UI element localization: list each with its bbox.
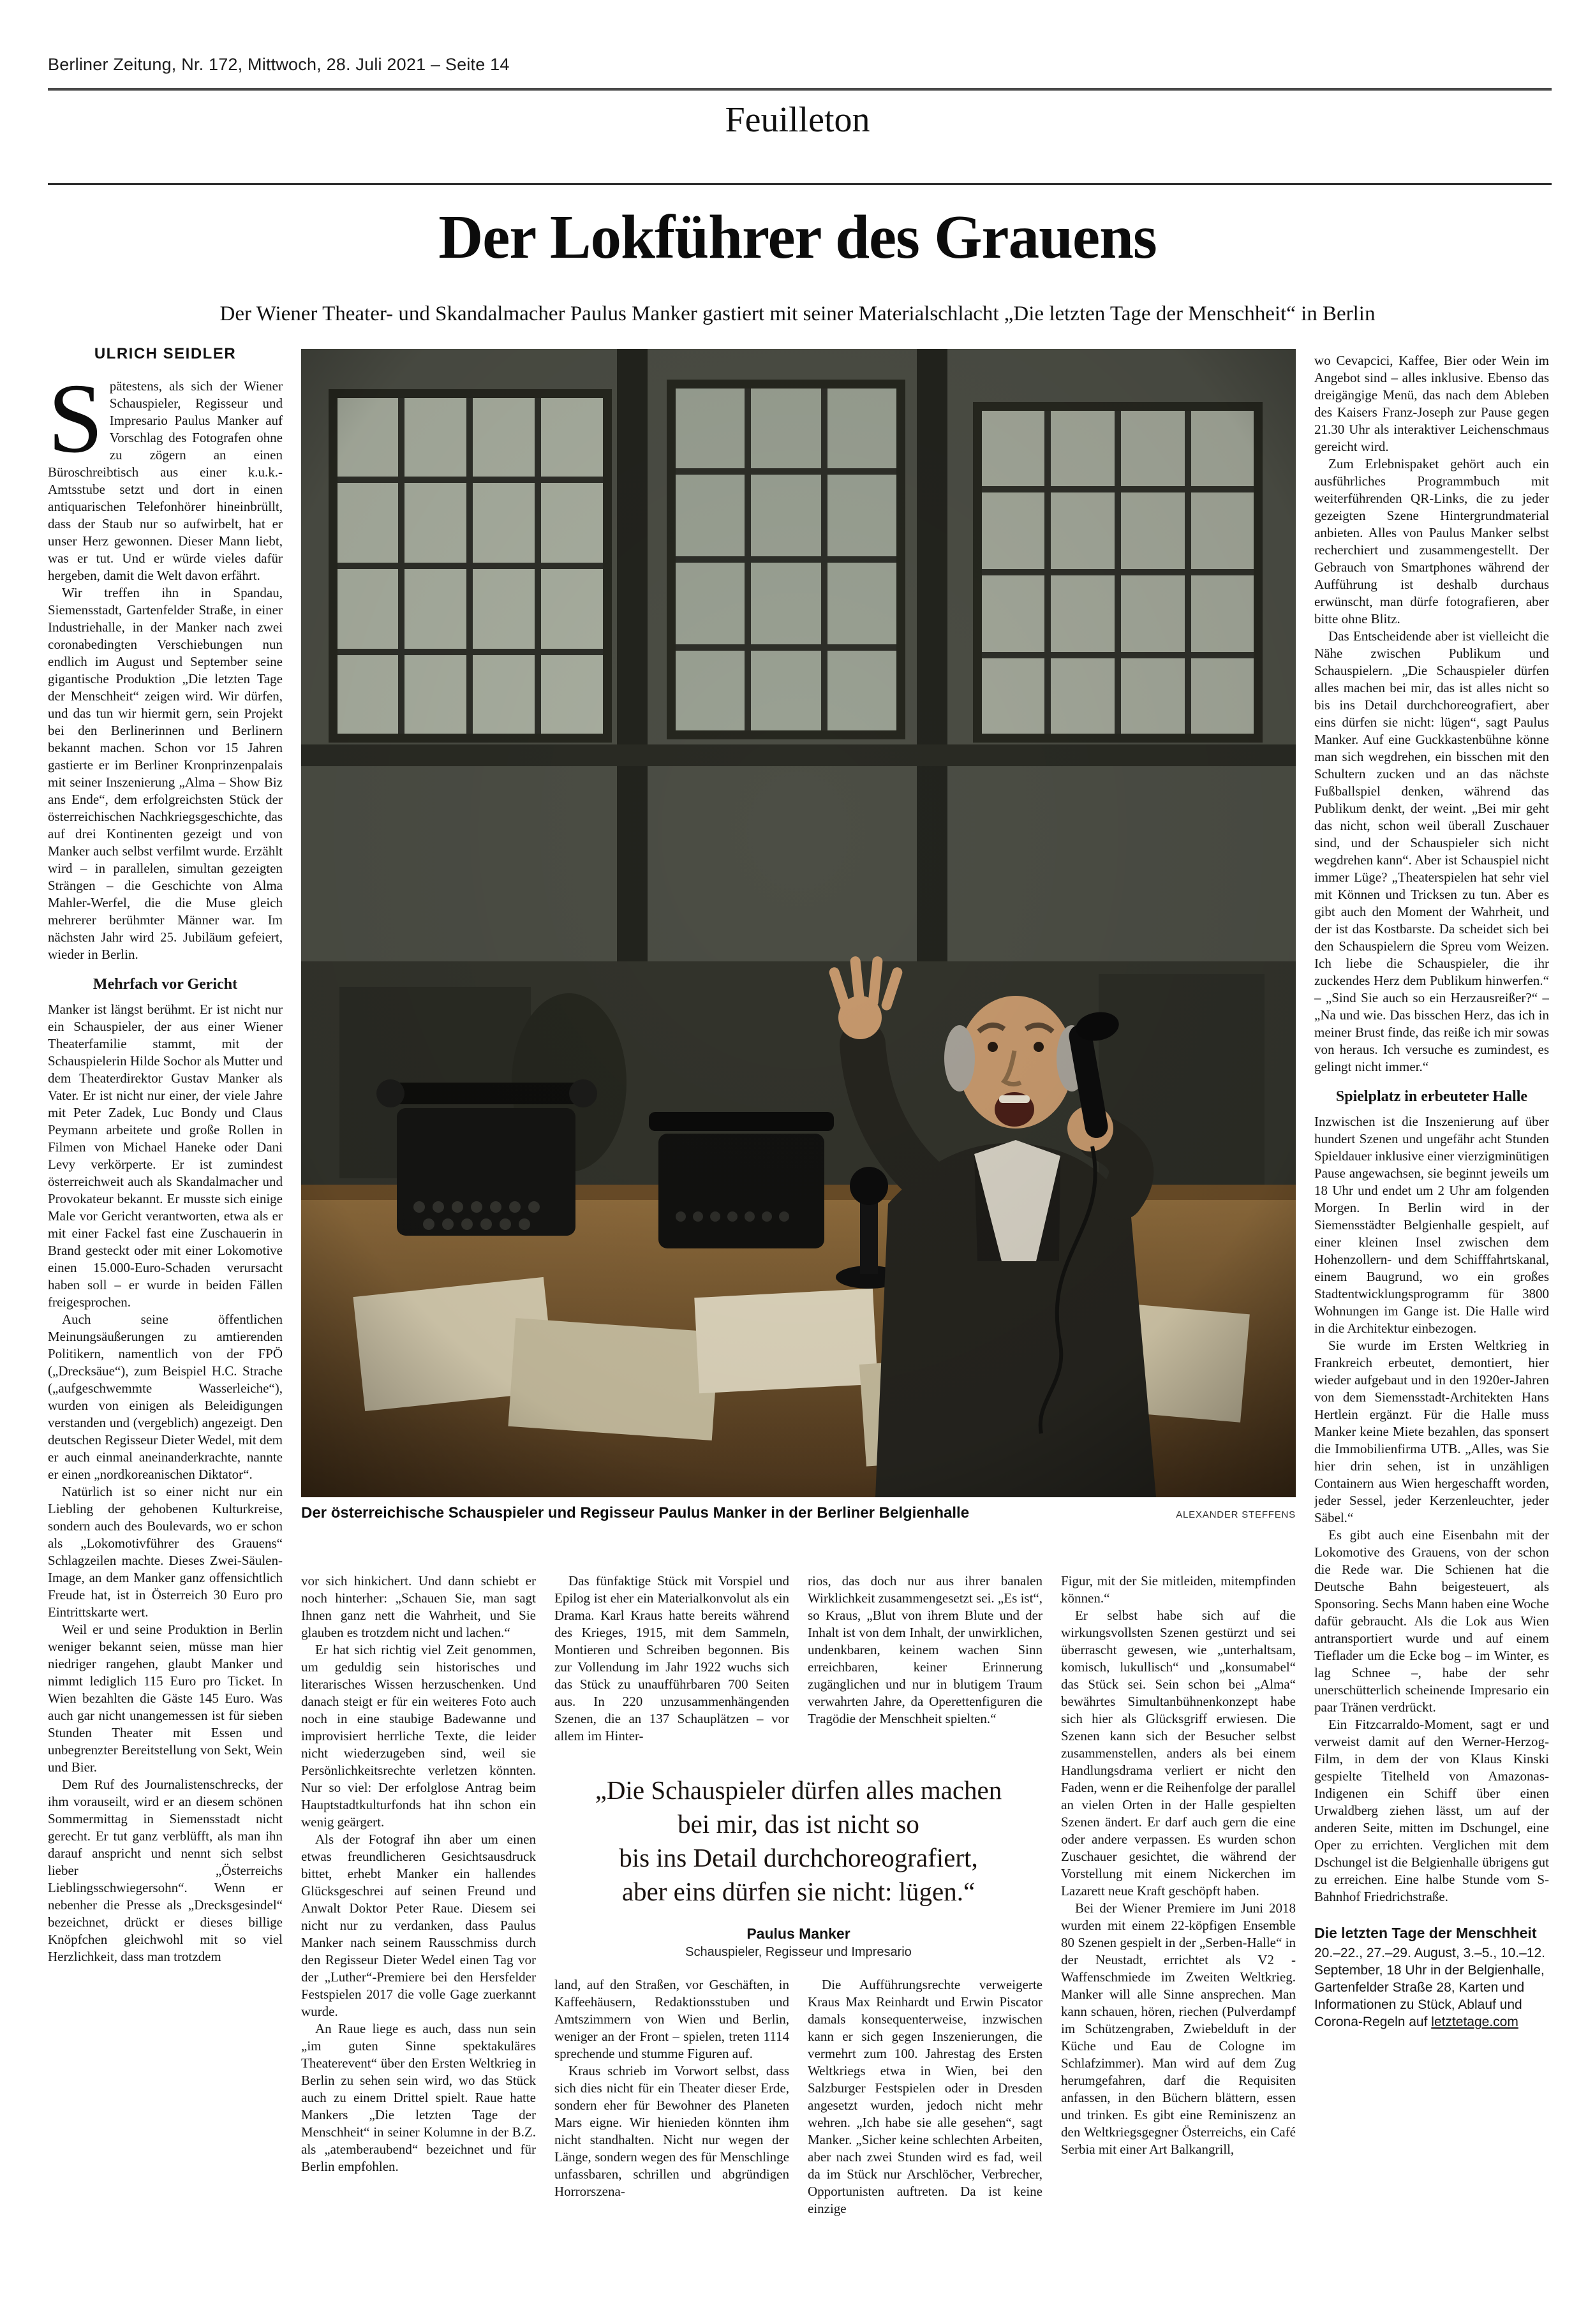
article-column-1 <box>48 378 283 2295</box>
article-headline: Der Lokführer des Grauens <box>438 203 1157 271</box>
paragraph: Sie wurde im Ersten Weltkrieg in Frankreich erbeutet, demontiert, hier wieder aufgebaut und in den 1920er-Jahren von dem Siemensstadt-Architekten Hans Hertlein ergänzt. Für die Halle muss Manker keine Miete bezahlen, das sponsert die Immobilienfirma UTB. „Alles, was Sie hier drin sehen, ist in unzähligen Containern aus Wien hergeschafft worden, jeder Sessel, jeder Kerzenleuchter, jeder Säbel.“ <box>1314 1338 1549 1525</box>
drop-cap: S <box>48 378 103 473</box>
paragraph: Kraus schrieb im Vorwort selbst, dass sich dies nicht für ein Theater dieser Erde, sondern eher für Bewohner des Planeten Mars eigne. Wir hienieden könnten ihm nicht standhalten. Nicht nur wegen der Länge, sondern wegen des für Menschlinge unfassbaren, schrillen und abgründigen Horrorszena- <box>554 2063 789 2199</box>
article-column-2 <box>301 1573 536 2297</box>
paragraph: Das fünfaktige Stück mit Vorspiel und Epilog ist eher ein Materialkonvolut als ein Drama. Karl Kraus hatte bereits während des Krieges, 1915, mit dem Sammeln, Montieren und Schreiben begonnen. Bis zur Vollendung im Jahr 1922 wuchs sich das Stück zu unaufführbaren 700 Seiten aus. In 220 unzusammenhängenden Szenen, die an 137 Schauplätzen – vor allem im Hinter- <box>554 1573 789 1743</box>
paragraph: Die Aufführungsrechte verweigerte Kraus Max Reinhardt und Erwin Piscator damals konsequenterweise, inzwischen kann er sich gegen Inszenierungen, die vermehrt zum 100. Jahrestag des Ersten Weltkriegs etwa in Wien, bei den Salzburger Festspielen oder in Dresden angesetzt wurden, jedoch nicht mehr wehren. „Ich habe sie alle gesehen“, sagt Manker. „Sicher keine schlechten Arbeiten, aber nach zwei Stunden wird es fad, weil da im Stück nur Arschlöcher, Verbrecher, Opportunisten auftreten. Da ist keine einzige <box>808 1977 1042 2216</box>
paragraph: Auch seine öffentlichen Meinungsäußerungen zu amtierenden Politikern, namentlich von der FPÖ („Drecksäue“), zum Beispiel H.C. Strache („aufgeschwemmte Wasserleiche“), wurden von einigen als Beleidigungen verstanden und (vergeblich) angezeigt. Den deutschen Regisseur Dieter Wedel, mit dem er auch einmal aneinanderkrachte, nannte er einen „nordkoreanischen Diktator“. <box>48 1312 283 1482</box>
column-subhead: Mehrfach vor Gericht <box>93 976 238 993</box>
paragraph: Weil er und seine Produktion in Berlin weniger bekannt seien, müsse man hier niedriger rangehen, glaubt Manker und nimmt lediglich 115 Euro pro Ticket. In Wien bezahlten die Gäste 145 Euro. Was auch gar nicht unangemessen ist für sieben Stunden Theater mit Essen und unbegrenzter Bereitstellung von Sekt, Wein und Bier. <box>48 1622 283 1775</box>
article-column-4-bottom <box>808 1976 1042 2297</box>
paragraph: land, auf den Straßen, vor Geschäften, in Kaffeehäusern, Redaktionsstuben und Amtszimmern von Wien und Berlin, weniger an der Front – spielen, treten 1114 sprechende und stumme Figuren auf. <box>554 1977 789 2061</box>
section-title: Feuilleton <box>725 100 870 140</box>
paragraph: Spätestens, als sich der Wiener Schauspieler, Regisseur und Impresario Paulus Manker auf Vorschlag des Fotografen ohne zu zögern an einen Büroschreibtisch aus einer k.u.k.-Amtsstube setzt und dort in einen antiquarischen Telefonhörer hineinbrüllt, dass der Staub nur so aufwirbelt, hat er unser Herz gewonnen. Dieser Mann liebt, was er tut. Und er würde vieles dafür hergeben, damit die Welt davon erfährt. <box>48 378 283 583</box>
letztetage-link[interactable]: letztetage.com <box>1431 2015 1518 2029</box>
paragraph: Dem Ruf des Journalistenschrecks, der ihm vorauseilt, wird er an diesem schönen Sommermittag in Siemensstadt nicht gerecht. Er tut ganz verblüfft, als man ihn darauf anspricht und nennt sich selbst lieber „Österreichs Lieblingsschwiegersohn“. Wenn er nebenher die Presse als „Drecksgesindel“ bezeichnet, drückt er dieses billige Knöpfchen gleichwohl mit so viel Herzlichkeit, dass man trotzdem <box>48 1777 283 1964</box>
paragraph: Es gibt auch eine Eisenbahn mit der Lokomotive des Grauens, von der schon die Rede war. Die Schienen hat die Deutsche Bahn beigesteuert, als Sponsoring. Sechs Mann haben eine Woche dafür gebraucht. Als die Lok aus Wien antransportiert wurde und auf einem Tieflader um die Ecke bog – im Winter, es lag Schnee –, habe der sehr unerschütterlich scheinende Impresario ein paar Tränen verdrückt. <box>1314 1527 1549 1715</box>
paragraph: Ein Fitzcarraldo-Moment, sagt er und verweist damit auf den Werner-Herzog-Film, in dem der von Klaus Kinski gespielte Titelheld von Amazonas-Indigenen ein Schiff über einen Urwaldberg ziehen lässt, um auf der anderen Seite, mitten im Dschungel, eine Oper zu errichten. Verglichen mit dem Dschungel ist die Belgienhalle übrigens gut zu erreichen. Eine halbe Stunde vom S-Bahnhof Friedrichstraße. <box>1314 1717 1549 1904</box>
paragraph: An Raue liege es auch, dass nun sein „im guten Sinne spektakuläres Theaterevent“ über den Ersten Weltkrieg in Berlin zu sehen sein wird, wo das Stück auch zu einem Drittel spielt. Raue hatte Mankers „Die letzten Tage der Menschheit“ in seiner Kolumne in der B.Z. als „atemberaubend“ bezeichnet und für Berlin empfohlen. <box>301 2021 536 2174</box>
article-subhead: Der Wiener Theater- und Skandalmacher Paulus Manker gastiert mit seiner Materialschlacht „Die letzten Tage der Menschheit“ in Berlin <box>219 302 1376 325</box>
masthead-rule <box>48 88 1552 91</box>
article-column-3-top <box>554 1573 789 1759</box>
pull-quote-line: aber eins dürfen sie nicht: lügen.“ <box>621 1877 976 1906</box>
pull-quote-attribution: Paulus Manker <box>746 1925 850 1942</box>
paragraph: Inzwischen ist die Inszenierung auf über hundert Szenen und ungefähr acht Stunden Spieldauer inklusive einer vierzigminütigen Pause angewachsen, sie beginnt jeweils um 18 Uhr und endet um 2 Uhr am folgenden Morgen. In Berlin wird in der Siemensstädter Belgienhalle gespielt, auf einer kleinen Insel zwischen dem Hohenzollern- und dem Schifffahrtskanal, einem Baugrund, wo ein großes Stadtentwicklungsprogramm für 3800 Wohnungen im Gange ist. Die Halle wird in die Architektur einbezogen. <box>1314 1114 1549 1336</box>
masthead: Berliner Zeitung, Nr. 172, Mittwoch, 28. Juli 2021 – Seite 14 <box>48 55 510 74</box>
photo-illustration <box>301 349 1296 1497</box>
paragraph: Das Entscheidende aber ist vielleicht die Nähe zwischen Publikum und Schauspielern. „Die Schauspieler dürfen alles machen bei mir, das ist alles nicht so bis ins Detail durchchoreografiert, aber eins dürfen sie nicht: lügen“, sagt Paulus Manker. Auf eine Guckkastenbühne könne man sich wegdrehen, ein bisschen mit den Schultern zucken und an das nächste Fußballspiel denken, während das Publikum denkt, der weint. „Bei mir geht das nicht, schon weil überall Zuschauer sind, und der Schauspieler sich nicht wegdrehen kann“. Aber ist Schauspiel nicht immer Lüge? „Theaterspielen hat sehr viel mit Können und Tricksen zu tun. Aber es gibt auch den Moment der Wahrheit, und der ist das Kostbarste. Da scheidet sich bei den Schauspielern die Spreu vom Weizen. Ich liebe die Schauspieler, die ihr zuckendes Herz dem Publikum hinwerfen.“ – „Sind Sie auch so ein Herzausreißer?“ – „Na und wie. Das bisschen Herz, das ich in meiner Brust finde, das reiße ich mir sowas von heraus. Ich versuche es zumindest, es gelingt nicht immer.“ <box>1314 628 1549 1074</box>
article-column-5 <box>1061 1573 1296 2297</box>
info-box-body: 20.–22., 27.–29. August, 3.–5., 10.–12. September, 18 Uhr in der Belgienhalle, Gartenfelder Straße 28, Karten und Informationen zu Stück, Ablauf und Corona-Regeln auf letztetage.com <box>1314 1946 1545 2029</box>
section-rule <box>48 183 1552 185</box>
paragraph: Figur, mit der Sie mitleiden, mitempfinden können.“ <box>1061 1573 1296 1606</box>
paragraph: rios, das doch nur aus ihrer banalen Wirklichkeit zusammengesetzt sei. „Es ist“, so Kraus, „Blut von ihrem Blute und der Inhalt ist von dem Inhalt, der unwirklichen, undenkbaren, keinem wachen Sinn erreichbaren, keiner Erinnerung zugänglichen und nur in blutigem Traum verwahrten Jahre, da Operettenfiguren die Tragödie der Menschheit spielten.“ <box>808 1573 1042 1726</box>
article-photo <box>301 349 1296 1497</box>
column-subhead: Spielplatz in erbeuteter Halle <box>1335 1088 1528 1105</box>
paragraph: Er hat sich richtig viel Zeit genommen, um geduldig sein historisches und literarisches Wissen herzuschenken. Und danach steigt er für ein weiteres Foto auch noch in eine staubige Badewanne und improvisiert herrliche Texte, die leider nicht wiederzugeben sind, weil sie Persönlichkeitsrechte verletzen könnten. Nur so viel: Der erfolglose Antrag beim Hauptstadtkulturfonds hat ihn schon ein wenig geärgert. <box>301 1642 536 1830</box>
article-column-3-bottom <box>554 1976 789 2297</box>
photo-caption: Der österreichische Schauspieler und Regisseur Paulus Manker in der Berliner Belgienhalle <box>301 1504 970 1521</box>
paragraph: Wir treffen ihn in Spandau, Siemensstadt, Gartenfelder Straße, in einer Industriehalle, in der Manker nach zwei coronabedingten Verschiebungen nun endlich im August und September seine gigantische Produktion „Die letzten Tage der Menschheit“ zeigen wird. Wir dürfen, und das tun wir hiermit gern, sein Projekt bei den Berlinerinnen und Berlinern bekannt machen. Schon vor 15 Jahren gastierte er im Berliner Kronprinzenpalais mit seiner Inszenierung „Alma – Show Biz ans Ende“, dem erfolgreichsten Stück der österreichischen Nachkriegsgeschichte, das auf drei Kontinenten gezeigt und von Manker auch selbst verfilmt wurde. Erzählt wird – in parallelen, simultan gezeigten Strängen – die Geschichte von Alma Mahler-Werfel, die die Muse gleich mehrerer berühmter Männer war. Im nächsten Jahr wird 25. Jubiläum gefeiert, wieder in Berlin. <box>48 585 283 962</box>
paragraph: Natürlich ist so einer nicht nur ein Liebling der gehobenen Kulturkreise, sondern auch des Boulevards, wo er schon als „Lokomotivführer des Grauens“ Schlagzeilen machte. Dieses Zwei-Säulen-Image, an dem Manker ganz offensichtlich Freude hat, ist in Österreich 30 Euro pro Eintrittskarte wert. <box>48 1484 283 1620</box>
pull-quote-line: „Die Schauspieler dürfen alles machen <box>595 1775 1002 1805</box>
paragraph: Bei der Wiener Premiere im Juni 2018 wurden mit einem 22-köpfigen Ensemble 80 Szenen gespielt in der „Serben-Halle“ in der Neustadt, errichtet als V2 -Waffenschmiede im Zweiten Weltkrieg. Manker will alle Sinne ansprechen. Man kann schauen, hören, riechen (Pulverdampf im Schützengraben, Zwiebelduft in der Küche und Eau de Cologne im Schlafzimmer). Man wird auf dem Zug herumgefahren, darf die Requisiten anfassen, in den Büchern blättern, essen und trinken. Es gibt eine Reminiszenz an den Weltkriegsgegner Österreichs, ein Café Serbia mit einer Art Balkangrill, <box>1061 1900 1296 2157</box>
article-byline: ULRICH SEIDLER <box>94 345 237 362</box>
paragraph: Zum Erlebnispaket gehört auch ein ausführliches Programmbuch mit weiterführenden QR-Links, die zu jeder gezeigten Szene Hintergrundmaterial anbieten. Alles von Paulus Manker selbst recherchiert und zusammengestellt. Der Gebrauch von Smartphones während der Aufführung ist deshalb durchaus erwünscht, man dürfe fotografieren, aber bitte ohne Blitz. <box>1314 456 1549 626</box>
paragraph: wo Cevapcici, Kaffee, Bier oder Wein im Angebot sind – alles inklusive. Ebenso das dreigängige Menü, das nach dem Ableben des Kaisers Franz-Joseph zur Pause gegen 21.30 Uhr als interaktiver Leichenschmaus gereicht wird. <box>1314 353 1549 454</box>
article-column-6 <box>1314 352 1549 2298</box>
paragraph: Als der Fotograf ihn aber um einen etwas freundlicheren Gesichtsausdruck bittet, erhebt Manker ein hallendes Glücksgeschrei auf seinen Freund und Anwalt Doktor Peter Raue. Diesem sei nicht nur zu verdanken, dass Paulus Manker nach seinem Rausschmiss durch den Regisseur Dieter Wedel einen Tag vor der „Luther“-Premiere bei den Hersfelder Festspielen 2017 die volle Gage zuerkannt wurde. <box>301 1832 536 2019</box>
photo-credit: ALEXANDER STEFFENS <box>1176 1509 1296 1520</box>
info-box-title: Die letzten Tage der Menschheit <box>1314 1925 1537 1941</box>
article-column-4-top <box>808 1573 1042 1759</box>
paragraph: vor sich hinkichert. Und dann schiebt er noch hinterher: „Schauen Sie, man sagt Ihnen ganz nett die Wahrheit, und Sie glauben es trotzdem nicht und lachen.“ <box>301 1573 536 1640</box>
pull-quote-line: bis ins Detail durchchoreografiert, <box>619 1843 978 1872</box>
pull-quote-line: bei mir, das ist nicht so <box>678 1809 919 1839</box>
paragraph: Manker ist längst berühmt. Er ist nicht nur ein Schauspieler, der aus einer Wiener Theaterfamilie stammt, mit der Schauspielerin Hilde Sochor als Mutter und dem Theaterdirektor Gustav Manker als Vater. Er ist nicht nur einer, der viele Jahre mit Peter Zadek, Luc Bondy und Claus Peymann arbeitete und große Rollen in Filmen von Michael Haneke oder Dani Levy verkörperte. Er ist zumindest österreichweit auch als Skandalmacher und Provokateur bekannt. Er musste sich einige Male vor Gericht verantworten, etwa als er mit einer Fackel fast eine Zuschauerin in Brand gesteckt oder mit einer Lokomotive einen 15.000-Euro-Schaden verursacht haben soll – er wurde in beiden Fällen freigesprochen. <box>48 1002 283 1310</box>
photo-caption-row <box>301 1504 1296 1522</box>
paragraph: Er selbst habe sich auf die wirkungsvollsten Szenen gestürzt und sei überrascht gewesen, wie „unterhaltsam, komisch, lukullisch“ und „konsumabel“ das Stück sei. Sein schon bei „Alma“ bewährtes Simultanbühnenkonzept habe sich hier als Glücksgriff erwiesen. Die Szenen kann sich der Besucher selbst zusammenstellen, anders als bei einem Handlungsdrama verliert er nicht den Faden, wenn er die Reihenfolge der parallel an vielen Orten in der Halle gespielten Szenen ändert. Er darf auch gern die eine oder andere verpassen. Es wurden schon Zuschauer gesichtet, die während der Vorstellung mit einem Nickerchen im Lazarett neue Kraft geschöpft haben. <box>1061 1608 1296 1898</box>
pull-quote <box>554 1773 1042 1960</box>
event-info-box <box>1314 1925 1549 2031</box>
pull-quote-role: Schauspieler, Regisseur und Impresario <box>685 1945 912 1959</box>
